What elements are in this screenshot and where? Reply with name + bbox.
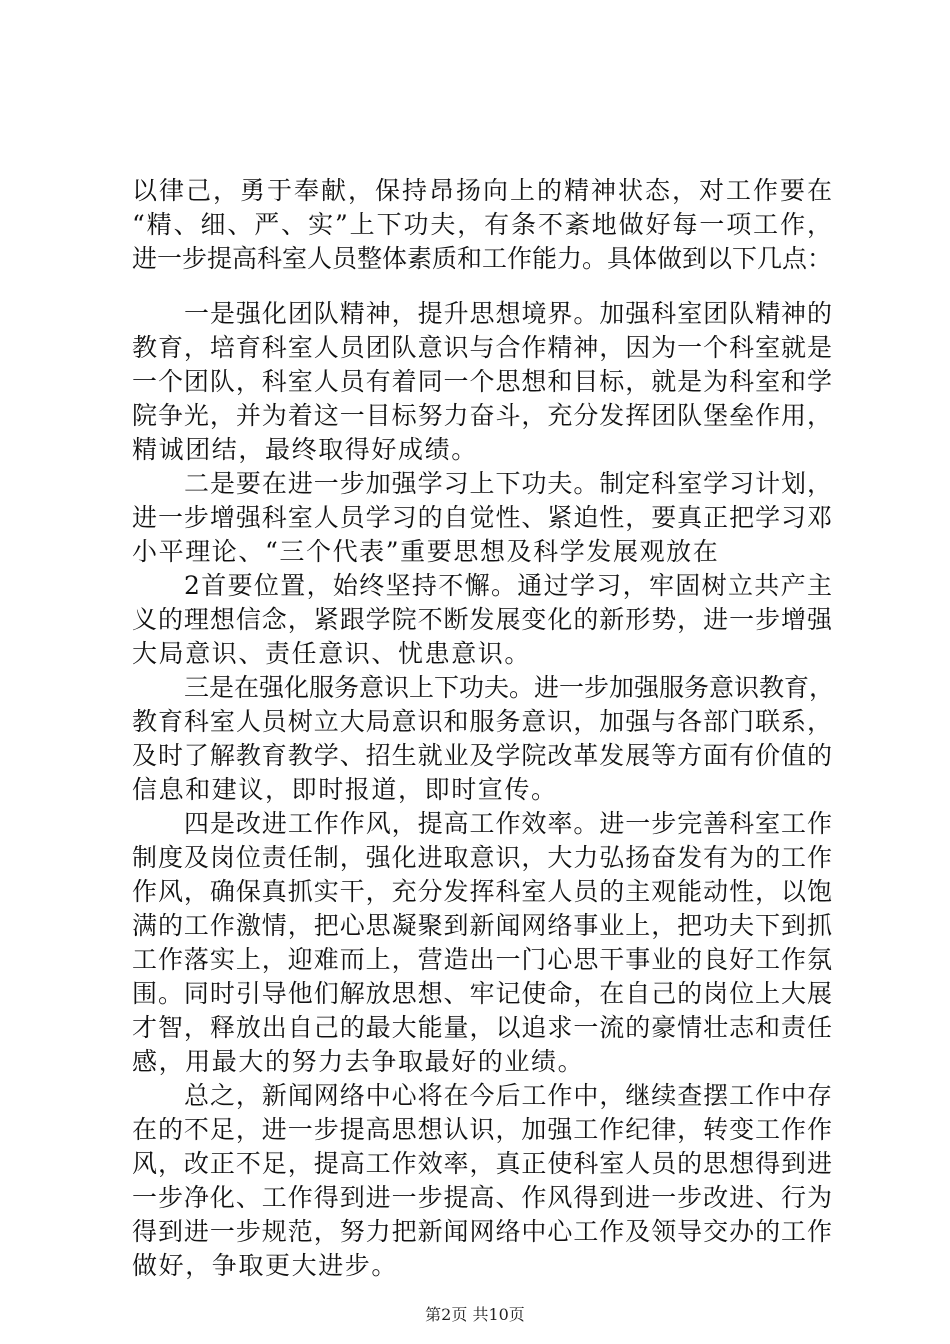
text-line: 做好，争取更大进步。 (132, 1251, 399, 1280)
text-line: 教育科室人员树立大局意识和服务意识，加强与各部门联系， (132, 707, 832, 736)
text-line: 一个团队，科室人员有着同一个思想和目标，就是为科室和学 (132, 367, 832, 396)
text-line: 风，改正不足，提高工作效率，真正使科室人员的思想得到进 (132, 1149, 832, 1178)
text-line: 围。同时引导他们解放思想、牢记使命，在自己的岗位上大展 (132, 979, 832, 1008)
text-line: 感，用最大的努力去争取最好的业绩。 (132, 1047, 585, 1076)
text-line: 及时了解教育教学、招生就业及学院改革发展等方面有价值的 (132, 741, 832, 770)
text-line: 教育，培育科室人员团队意识与合作精神，因为一个科室就是 (132, 333, 832, 362)
text-line: 义的理想信念，紧跟学院不断发展变化的新形势，进一步增强 (132, 605, 832, 634)
text-line: 三是在强化服务意识上下功夫。进一步加强服务意识教育， (184, 673, 835, 702)
text-line: 进一步提高科室人员整体素质和工作能力。具体做到以下几点： (132, 244, 833, 273)
text-line: 得到进一步规范，努力把新闻网络中心工作及领导交办的工作 (132, 1217, 832, 1246)
text-line: 2首要位置，始终坚持不懈。通过学习，牢固树立共产主 (184, 571, 832, 600)
text-line: 一是强化团队精神，提升思想境界。加强科室团队精神的 (184, 299, 832, 328)
text-line: 院争光，并为着这一目标努力奋斗，充分发挥团队堡垒作用， (132, 401, 832, 430)
text-line: 信息和建议，即时报道，即时宣传。 (132, 775, 558, 804)
text-line: 以律己，勇于奉献，保持昂扬向上的精神状态，对工作要在 (132, 176, 832, 205)
text-line: 小平理论、“三个代表”重要思想及科学发展观放在 (132, 537, 720, 566)
text-line: 总之，新闻网络中心将在今后工作中，继续查摆工作中存 (184, 1081, 832, 1110)
text-line: 四是改进工作作风，提高工作效率。进一步完善科室工作 (184, 809, 832, 838)
text-line: 大局意识、责任意识、忧患意识。 (132, 639, 532, 668)
text-line: 精诚团结，最终取得好成绩。 (132, 435, 478, 464)
text-line: 工作落实上，迎难而上，营造出一门心思干事业的良好工作氛 (132, 945, 832, 974)
text-line: 满的工作激情，把心思凝聚到新闻网络事业上，把功夫下到抓 (132, 911, 832, 940)
text-line: 在的不足，进一步提高思想认识，加强工作纪律，转变工作作 (132, 1115, 832, 1144)
text-line: 二是要在进一步加强学习上下功夫。制定科室学习计划， (184, 469, 832, 498)
text-line: “精、细、严、实”上下功夫，有条不紊地做好每一项工作， (132, 210, 832, 239)
text-line: 制度及岗位责任制，强化进取意识，大力弘扬奋发有为的工作 (132, 843, 832, 872)
text-line: 进一步增强科室人员学习的自觉性、紧迫性，要真正把学习邓 (132, 503, 832, 532)
text-line: 作风，确保真抓实干，充分发挥科室人员的主观能动性，以饱 (132, 877, 832, 906)
text-line: 才智，释放出自己的最大能量，以追求一流的豪情壮志和责任 (132, 1013, 832, 1042)
text-line: 一步净化、工作得到进一步提高、作风得到进一步改进、行为 (132, 1183, 832, 1212)
page-number-footer: 第2页 共10页 (425, 1305, 525, 1324)
